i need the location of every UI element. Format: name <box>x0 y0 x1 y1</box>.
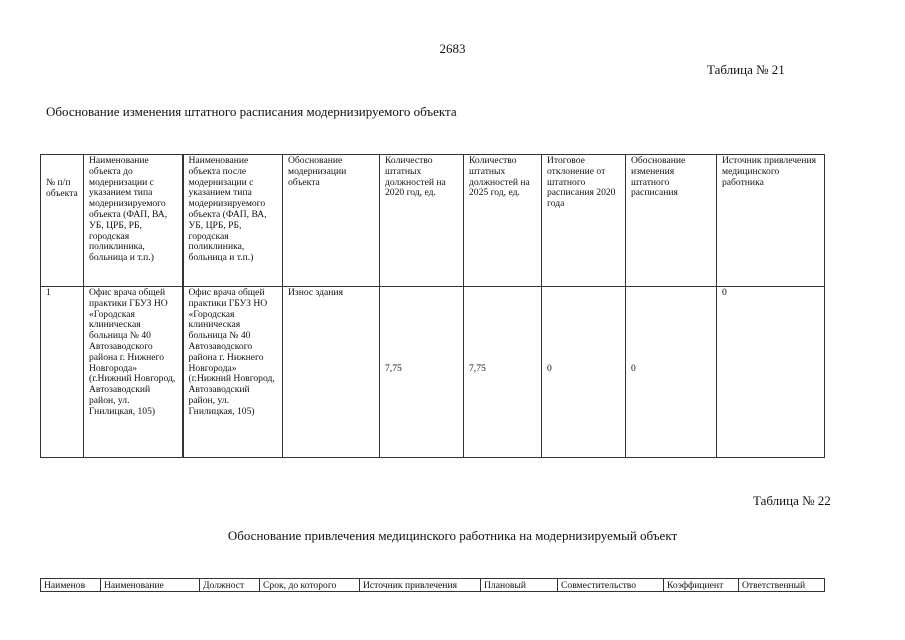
table-22-label: Таблица № 22 <box>753 493 831 508</box>
table-header-row <box>41 155 825 287</box>
header-cell-staff-2020: Количество штатных должностей на 2020 год, ед. <box>380 155 464 287</box>
header-cell-deviation: Итоговое отклонение от штатного расписания 2020 года <box>542 155 626 287</box>
header-cell-reason: Обоснование модернизации объекта <box>283 155 380 287</box>
header-cell-name-after: Наименование объекта после модернизации с указанием типа модернизируемого объекта (ФАП, ВА, УБ, ЦРБ, РБ, городская поликлиника, больница и т.п.) <box>183 155 283 287</box>
staff-attraction-table <box>40 578 825 592</box>
header-cell-planned: Плановый <box>481 579 558 592</box>
cell-staff-2020: 7,75 <box>380 287 464 458</box>
table-header-row <box>41 579 825 592</box>
cell-staff-2025: 7,75 <box>464 287 542 458</box>
header-cell-title: Наименование <box>101 579 200 592</box>
page-number: 2683 <box>439 41 466 56</box>
header-cell-num: № п/п объекта <box>41 155 84 287</box>
header-cell-source: Источник привлечения <box>360 579 481 592</box>
header-cell-part-time: Совместительство <box>558 579 664 592</box>
header-cell-position: Должност <box>200 579 260 592</box>
cell-name-after: Офис врача общей практики ГБУЗ НО «Городская клиническая больница № 40 Автозаводского района г. Нижнего Новгорода» (г.Нижний Новгород, Автозаводский район, ул. Гнилицкая, 105) <box>183 287 283 458</box>
cell-name-before: Офис врача общей практики ГБУЗ НО «Городская клиническая больница № 40 Автозаводского района г. Нижнего Новгорода» (г.Нижний Новгород, Автозаводский район, ул. Гнилицкая, 105) <box>84 287 183 458</box>
table-22-title: Обоснование привлечения медицинского работника на модернизируемый объект <box>227 528 678 543</box>
table-row <box>41 287 825 458</box>
header-cell-responsible: Ответственный <box>739 579 825 592</box>
cell-num: 1 <box>41 287 84 458</box>
header-cell-source: Источник привлечения медицинского работника <box>717 155 825 287</box>
cell-source: 0 <box>717 287 825 458</box>
cell-reason: Износ здания <box>283 287 380 458</box>
table-21-title: Обоснование изменения штатного расписания модернизируемого объекта <box>46 104 457 119</box>
table-21-label: Таблица № 21 <box>707 62 785 77</box>
header-cell-staff-2025: Количество штатных должностей на 2025 год, ед. <box>464 155 542 287</box>
staffing-change-table <box>40 154 825 458</box>
header-cell-deadline: Срок, до которого <box>260 579 360 592</box>
cell-deviation: 0 <box>542 287 626 458</box>
header-cell-name-before: Наименование объекта до модернизации с указанием типа модернизируемого объекта (ФАП, ВА, УБ, ЦРБ, РБ, городская поликлиника, больница и т.п.) <box>84 155 183 287</box>
header-cell-name: Наименов <box>41 579 101 592</box>
header-cell-coefficient: Коэффициент <box>664 579 739 592</box>
header-cell-change-reason: Обоснование изменения штатного расписания <box>626 155 717 287</box>
cell-change-reason: 0 <box>626 287 717 458</box>
